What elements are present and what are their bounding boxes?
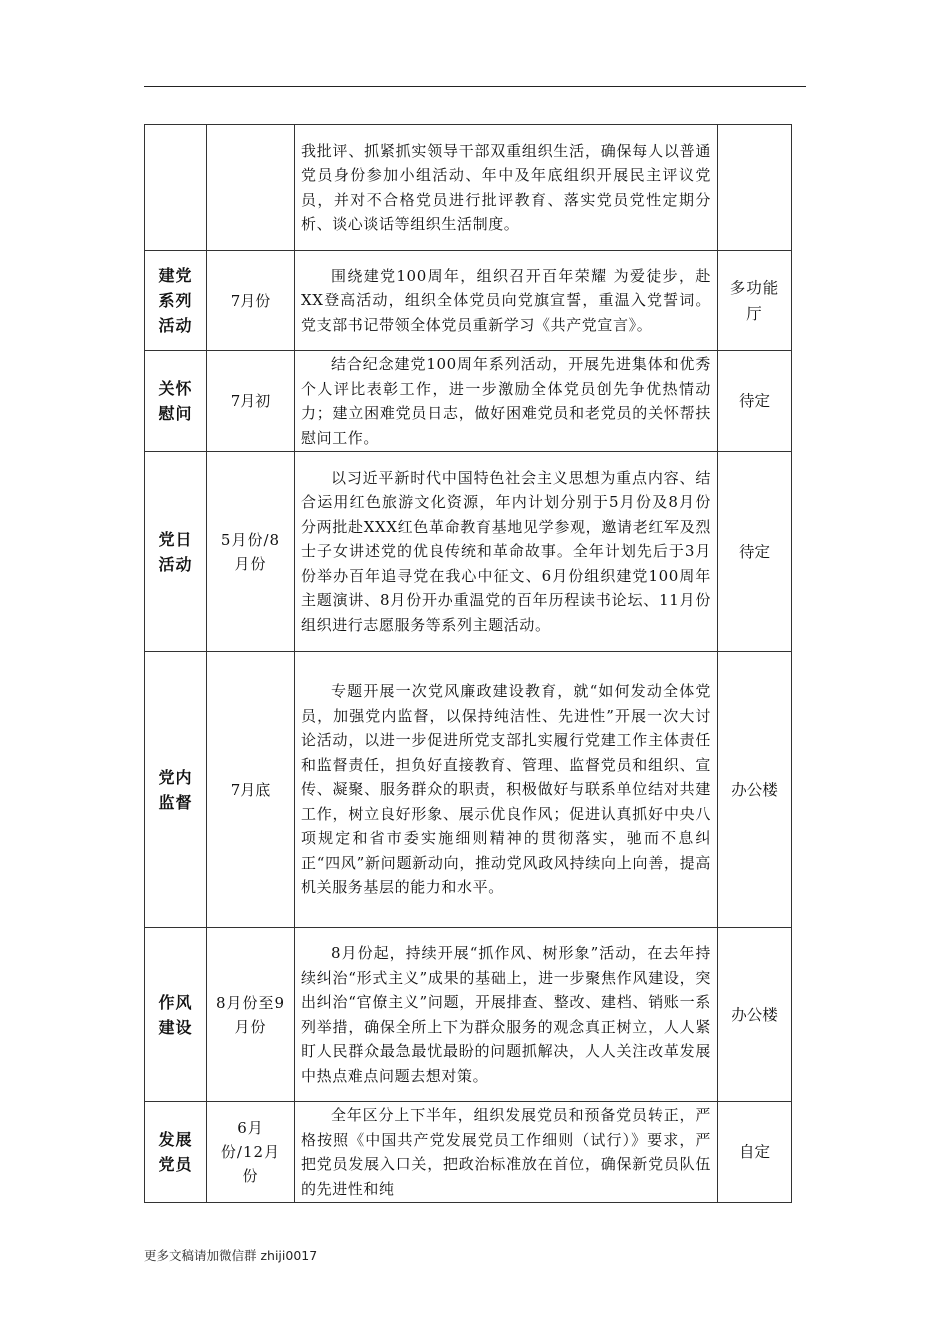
table-row [145, 928, 792, 1102]
content-text: 8月份起，持续开展“抓作风、树形象”活动，在去年持续纠治“形式主义”成果的基础上，进一步聚焦作风建设，突出纠治“官僚主义”问题，开展排查、整改、建档、销账一系列举措，确保全所上下为群众服务的观念真正树立，人人紧盯人民群众最急最忧最盼的问题抓解决，人人关注改革发展中热点难点问题去想对策。 [301, 944, 711, 1085]
content-text: 我批评、抓紧抓实领导干部双重组织生活，确保每人以普通党员身份参加小组活动、年中及年底组织开展民主评议党员，并对不合格党员进行批评教育、落实党员党性定期分析、谈心谈话等组织生活制度。 [301, 141, 711, 233]
time-cell: 7月份 [207, 251, 295, 351]
content-cell [295, 452, 718, 652]
header-rule [144, 86, 806, 87]
content-cell [295, 351, 718, 452]
table-row [145, 452, 792, 652]
activity-name-cell: 发展党员 [145, 1102, 207, 1203]
place-cell [718, 125, 792, 251]
time-cell: 6月份/12月份 [207, 1102, 295, 1203]
time-cell: 5月份/8月份 [207, 452, 295, 652]
time-cell: 7月初 [207, 351, 295, 452]
content-text: 全年区分上下半年，组织发展党员和预备党员转正，严格按照《中国共产党发展党员工作细则（试行）》要求，严把党员发展入口关，把政治标准放在首位，确保新党员队伍的先进性和纯 [301, 1106, 711, 1198]
activity-name-cell: 党日活动 [145, 452, 207, 652]
place-cell: 多功能厅 [718, 251, 792, 351]
activity-name-cell: 关怀慰问 [145, 351, 207, 452]
content-cell [295, 251, 718, 351]
activity-name-cell: 作风建设 [145, 928, 207, 1102]
content-text: 专题开展一次党风廉政建设教育，就“如何发动全体党员，加强党内监督，以保持纯洁性、先进性”开展一次大讨论活动，以进一步促进所党支部扎实履行党建工作主体责任和监督责任，担负好直接教育、管理、监督党员和组织、宣传、凝聚、服务群众的职责，积极做好与联系单位结对共建工作，树立良好形象、展示优良作风；促进认真抓好中央八项规定和省市委实施细则精神的贯彻落实，驰而不息纠正“四风”新问题新动向，推动党风政风持续向上向善，提高机关服务基层的能力和水平。 [301, 682, 711, 897]
content-cell [295, 928, 718, 1102]
content-text: 围绕建党100周年，组织召开百年荣耀 为爱徒步，赴XX登高活动，组织全体党员向党旗宣誓，重温入党誓词。党支部书记带领全体党员重新学习《共产党宣言》。 [301, 266, 711, 334]
content-cell [295, 1102, 718, 1203]
footer-note: 更多文稿请加微信群 zhiji0017 [144, 1248, 318, 1263]
table-row [145, 125, 792, 251]
place-cell: 办公楼 [718, 928, 792, 1102]
place-cell: 待定 [718, 351, 792, 452]
content-text: 结合纪念建党100周年系列活动，开展先进集体和优秀个人评比表彰工作，进一步激励全体党员创先争优热情动力；建立困难党员日志，做好困难党员和老党员的关怀帮扶慰问工作。 [301, 355, 711, 447]
table-row [145, 652, 792, 928]
activity-name-cell [145, 125, 207, 251]
content-text: 以习近平新时代中国特色社会主义思想为重点内容、结合运用红色旅游文化资源，年内计划分别于5月份及8月份分两批赴XXX红色革命教育基地见学参观，邀请老红军及烈士子女讲述党的优良传统和革命故事。全年计划先后于3月份举办百年追寻党在我心中征文、6月份组织建党100周年主题演讲、8月份开办重温党的百年历程读书论坛、11月份组织进行志愿服务等系列主题活动。 [301, 468, 711, 634]
activity-name-cell: 建党系列活动 [145, 251, 207, 351]
table-row [145, 1102, 792, 1203]
place-cell: 办公楼 [718, 652, 792, 928]
content-cell [295, 652, 718, 928]
time-cell: 8月份至9月份 [207, 928, 295, 1102]
time-cell: 7月底 [207, 652, 295, 928]
place-cell: 自定 [718, 1102, 792, 1203]
party-work-plan-table [144, 124, 792, 1203]
table-row [145, 351, 792, 452]
time-cell [207, 125, 295, 251]
content-cell [295, 125, 718, 251]
activity-name-cell: 党内监督 [145, 652, 207, 928]
table-row [145, 251, 792, 351]
place-cell: 待定 [718, 452, 792, 652]
